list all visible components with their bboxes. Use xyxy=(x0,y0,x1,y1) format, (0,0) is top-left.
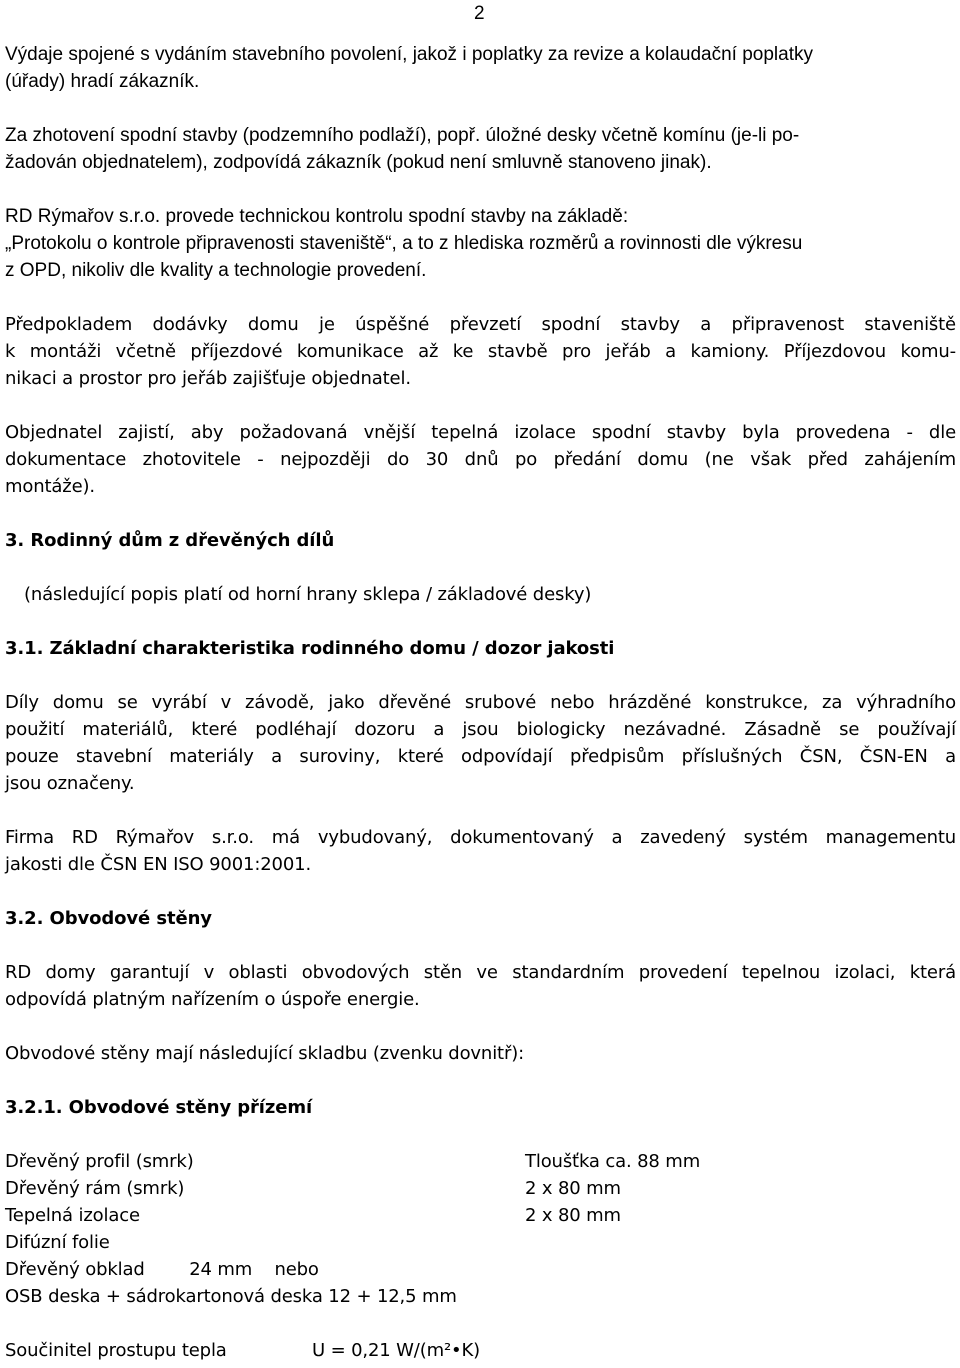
layer-name: Dřevěný obklad 24 mm nebo xyxy=(5,1259,319,1280)
paragraph-line: RD Rýmařov s.r.o. provede technickou kontrolu spodní stavby na základě: xyxy=(5,206,629,227)
u-value: U = 0,21 W/(m²•K) xyxy=(312,1340,481,1361)
layer-value: 2 x 80 mm xyxy=(525,1178,621,1199)
paragraph-line: Za zhotovení spodní stavby (podzemního podlaží), popř. úložné desky včetně komínu (je-li po- xyxy=(5,125,800,146)
paragraph-line: Firma RD Rýmařov s.r.o. má vybudovaný, dokumentovaný a zavedený systém managementu xyxy=(5,827,956,848)
layer-name: Tepelná izolace xyxy=(5,1205,140,1226)
paragraph-line: žadován objednatelem), zodpovídá zákazník (pokud není smluvně stanoveno jinak). xyxy=(5,152,712,173)
u-value-label: Součinitel prostupu tepla xyxy=(5,1340,227,1361)
layer-name: Dřevěný rám (smrk) xyxy=(5,1178,185,1199)
paragraph-line: montáže). xyxy=(5,476,95,497)
section-note: (následující popis platí od horní hrany sklepa / základové desky) xyxy=(24,584,592,605)
section-heading: 3. Rodinný dům z dřevěných dílů xyxy=(5,530,335,551)
paragraph-line: pouze stavební materiály a suroviny, které odpovídají předpisům příslušných ČSN, ČSN-EN a xyxy=(5,746,956,767)
paragraph-line: Objednatel zajistí, aby požadovaná vnější tepelná izolace spodní stavby byla provedena - dle xyxy=(5,422,956,443)
paragraph-line: jakosti dle ČSN EN ISO 9001:2001. xyxy=(5,854,312,875)
paragraph-line: odpovídá platným nařízením o úspoře energie. xyxy=(5,989,420,1010)
paragraph-line: dokumentace zhotovitele - nejpozději do 30 dnů po předání domu (ne však před zahájením xyxy=(5,449,956,470)
paragraph-line: Obvodové stěny mají následující skladbu (zvenku dovnitř): xyxy=(5,1043,524,1064)
paragraph-line: „Protokolu o kontrole připravenosti staveniště“, a to z hlediska rozměrů a rovinnosti dle výkresu xyxy=(5,233,803,254)
paragraph-line: nikaci a prostor pro jeřáb zajišťuje objednatel. xyxy=(5,368,411,389)
subsection-heading: 3.2. Obvodové stěny xyxy=(5,908,212,929)
paragraph-line: použití materiálů, které podléhají dozoru a jsou biologicky nezávadné. Zásadně se používají xyxy=(5,719,956,740)
layer-row xyxy=(5,1150,194,1174)
paragraph-line: Výdaje spojené s vydáním stavebního povolení, jakož i poplatky za revize a kolaudační poplatky xyxy=(5,44,813,65)
paragraph-line: (úřady) hradí zákazník. xyxy=(5,71,200,92)
page-number: 2 xyxy=(474,3,485,24)
paragraph-line: Předpokladem dodávky domu je úspěšné převzetí spodní stavby a připravenost staveniště xyxy=(5,314,956,335)
layer-name: Dřevěný profil (smrk) xyxy=(5,1151,194,1172)
paragraph-line: jsou označeny. xyxy=(5,773,135,794)
paragraph-line: Díly domu se vyrábí v závodě, jako dřevěné srubové nebo hrázděné konstrukce, za výhradního xyxy=(5,692,956,713)
subsection-heading: 3.2.1. Obvodové stěny přízemí xyxy=(5,1097,313,1118)
layer-value: 2 x 80 mm xyxy=(525,1205,621,1226)
layer-name: OSB deska + sádrokartonová deska 12 + 12,5 mm xyxy=(5,1286,457,1307)
paragraph-line: z OPD, nikoliv dle kvality a technologie provedení. xyxy=(5,260,427,281)
paragraph-line: k montáži včetně příjezdové komunikace až ke stavbě pro jeřáb a kamiony. Příjezdovou komu- xyxy=(5,341,956,362)
paragraph-line: RD domy garantují v oblasti obvodových stěn ve standardním provedení tepelnou izolaci, která xyxy=(5,962,956,983)
subsection-heading: 3.1. Základní charakteristika rodinného domu / dozor jakosti xyxy=(5,638,615,659)
layer-value: Tloušťka ca. 88 mm xyxy=(525,1151,701,1172)
layer-name: Difúzní folie xyxy=(5,1232,110,1253)
